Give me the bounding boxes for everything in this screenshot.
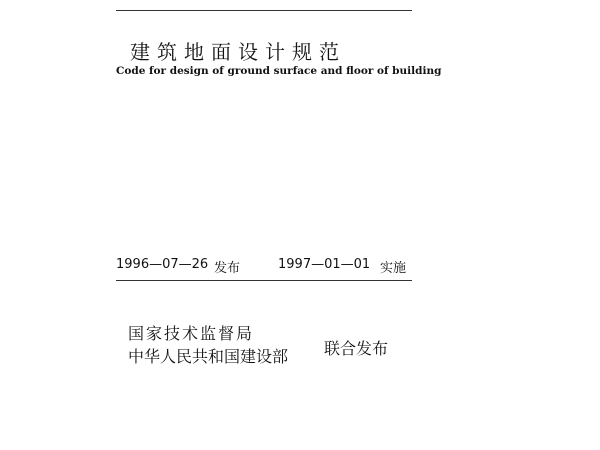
issuer-construction-ministry: 中华人民共和国建设部	[128, 347, 289, 366]
document-title-chinese: 建筑地面设计规范	[130, 40, 346, 64]
top-rule	[116, 10, 412, 11]
effective-label: 实施	[380, 261, 407, 276]
dates-row	[116, 257, 412, 275]
issue-date: 1996—07—26	[116, 257, 209, 272]
joint-issue-label: 联合发布	[324, 339, 389, 358]
effective-date: 1997—01—01	[278, 257, 371, 272]
issue-label: 发布	[214, 261, 241, 276]
middle-rule	[116, 280, 412, 281]
issuer-quality-bureau: 国家技术监督局	[128, 324, 255, 343]
document-title-english: Code for design of ground surface and floor of building	[116, 65, 442, 77]
